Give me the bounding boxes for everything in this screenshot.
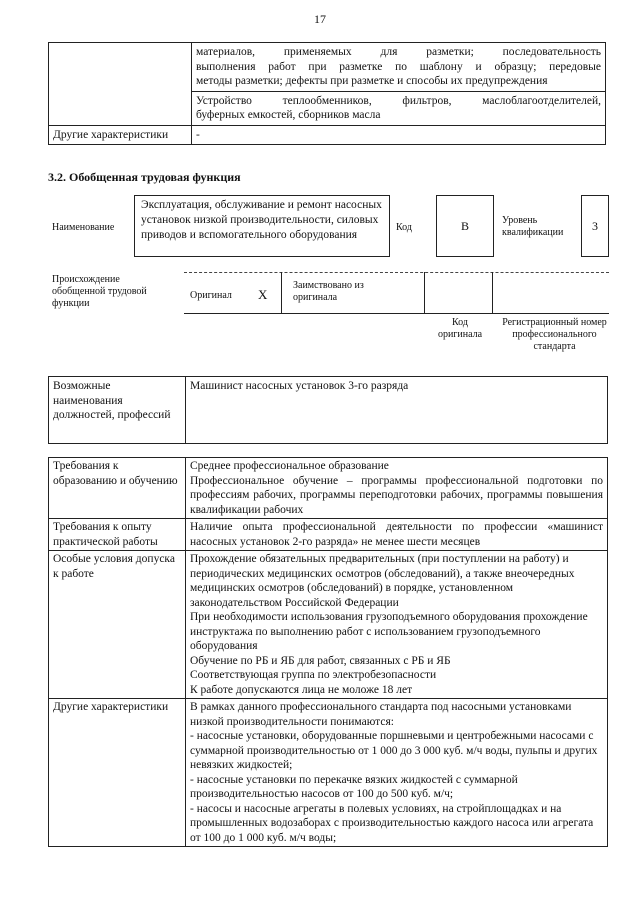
text-line: Профессиональное обучение – программы профессиональной подготовки по профессиям рабочих, программы переподготовки рабочих, программы повышения квалификации рабочих xyxy=(190,474,603,516)
table-row xyxy=(49,458,608,519)
code-value-box: B xyxy=(436,195,494,257)
origin-bottom-border xyxy=(184,313,609,314)
code-label: Код xyxy=(396,222,412,233)
text-line: материалов, применяемых для разметки; последовательность xyxy=(196,46,601,58)
requirement-value xyxy=(186,519,608,551)
registration-number-caption: Регистрационный номер профессионального стандарта xyxy=(502,317,607,352)
name-label: Наименование xyxy=(52,222,115,233)
requirement-value xyxy=(186,551,608,699)
text-line: Прохождение обязательных предварительных (при поступлении на работу) и периодических медицинских осмотров (обследований), а также внеочередных медицинских осмотров (обследований) в порядке, установленном законодательством Российской Федерации xyxy=(190,553,575,609)
original-mark: X xyxy=(258,287,268,302)
text-line: Наличие опыта профессиональной деятельности по профессии «машинист насосных установок 2-го разряда» не менее шести месяцев xyxy=(190,521,603,548)
origin-divider xyxy=(424,272,425,313)
level-label: Уровень квалификации xyxy=(502,215,564,238)
table-cell-value xyxy=(192,91,606,125)
positions-value: Машинист насосных установок 3-го разряда xyxy=(186,377,608,444)
text-line: Соответствующая группа по электробезопасности xyxy=(190,669,437,681)
section-title: 3.2. Обобщенная трудовая функция xyxy=(48,170,241,184)
positions-label: Возможные наименования должностей, профессий xyxy=(49,377,186,444)
text-line: методы разметки; дефекты при разметке и способы их предупреждения xyxy=(196,75,548,87)
table-cell-label xyxy=(49,43,192,126)
requirement-label: Требования к опыту практической работы xyxy=(49,519,186,551)
requirement-value xyxy=(186,458,608,519)
origin-label: Происхождение обобщенной трудовой функции xyxy=(52,274,147,309)
text-line: Устройство теплообменников, фильтров, маслоблагоотделителей, xyxy=(196,94,601,107)
text-line: Среднее профессиональное образование xyxy=(190,460,389,472)
requirement-value xyxy=(186,699,608,847)
requirement-label: Другие характеристики xyxy=(49,699,186,847)
text-line: К работе допускаются лица не моложе 18 лет xyxy=(190,683,413,696)
original-label: Оригинал xyxy=(190,290,232,301)
page-number: 17 xyxy=(314,12,326,26)
table-row xyxy=(49,519,608,551)
text-line: буферных емкостей, сборников масла xyxy=(196,109,381,121)
knowledge-continuation-table xyxy=(48,42,606,145)
requirement-label: Требования к образованию и обучению xyxy=(49,458,186,519)
origin-top-border xyxy=(184,272,609,273)
positions-table xyxy=(48,376,608,444)
origin-divider xyxy=(492,272,493,313)
text-line: выполнения работ при разметке по шаблону и образцу; передовые xyxy=(196,60,601,73)
table-row xyxy=(49,43,606,92)
borrowed-label: Заимствовано из оригинала xyxy=(293,280,364,303)
table-row xyxy=(49,125,606,145)
requirement-label: Особые условия допуска к работе xyxy=(49,551,186,699)
origin-divider xyxy=(281,272,282,313)
table-cell-label: Другие характеристики xyxy=(49,125,192,145)
table-cell-value: - xyxy=(192,125,606,145)
table-row xyxy=(49,377,608,444)
text-line: - насосы и насосные агрегаты в полевых условиях, на стройплощадках и на промышленных водозаборах с производительностью каждого насоса или агрегата от 100 до 1 000 куб. м/ч воды; xyxy=(190,802,594,844)
text-line: В рамках данного профессионального стандарта под насосными установками низкой производительности понимаются: xyxy=(190,701,572,728)
text-line: При необходимости использования грузоподъемного оборудования прохождение инструктажа по выполнению работ с использованием грузоподъемного оборудования xyxy=(190,611,588,652)
text-line: - насосные установки по перекачке вязких жидкостей с суммарной производительностью насосов от 100 до 500 куб. м/ч; xyxy=(190,773,518,800)
code-original-caption: Код оригинала xyxy=(437,317,483,340)
requirements-table xyxy=(48,457,608,847)
table-row xyxy=(49,551,608,699)
level-value-box: 3 xyxy=(581,195,609,257)
text-line: - насосные установки, оборудованные поршневыми и центробежными насосами с суммарной производительностью от 1 000 до 3 000 куб. м/ч воды, пульпы и других невязких жидкостей; xyxy=(190,730,598,771)
function-name-box: Эксплуатация, обслуживание и ремонт насосных установок низкой производительности, силовых приводов и вспомогательного оборудования xyxy=(134,195,390,257)
table-row xyxy=(49,699,608,847)
text-line: Обучение по РБ и ЯБ для работ, связанных с РБ и ЯБ xyxy=(190,654,451,667)
table-cell-value xyxy=(192,43,606,92)
